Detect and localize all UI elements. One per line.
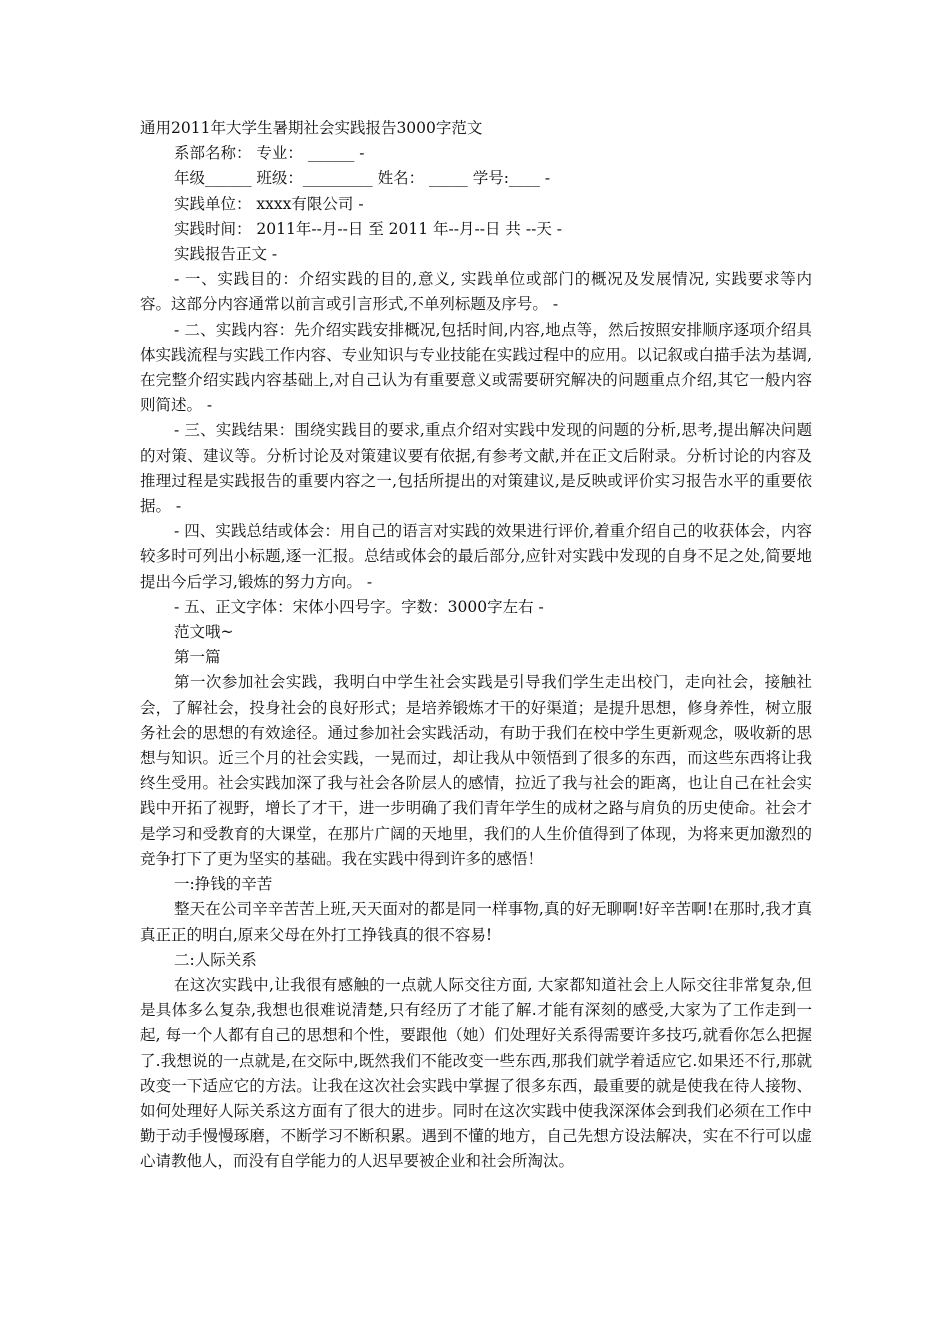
field-practice-unit: 实践单位： xxxx有限公司 -	[174, 194, 364, 213]
field-practice-time: 实践时间： 2011年--月--日 至 2011 年--月--日 共 --天 -	[174, 219, 562, 238]
sample-label: 范文哦~	[174, 623, 234, 642]
guide-item-purpose: - 一、实践目的：介绍实践的目的,意义, 实践单位或部门的概况及发展情况, 实践要求等内容。这部分内容通常以前言或引言形式,不单列标题及序号。 -	[140, 270, 812, 314]
guide-item-results: - 三、实践结果：围绕实践目的要求,重点介绍对实践中发现的问题的分析,思考,提出解决问题的对策、建议等。分析讨论及对策建议要有依据,有参考文献,并在正文后附录。分析讨论的内容及推理过程是实践报告的重要内容之一,包括所提出的对策建议,是反映或评价实习报告水平的重要依据。 -	[140, 421, 812, 516]
guide-item-font: - 五、正文字体：宋体小四号字。字数：3000字左右 -	[174, 597, 544, 616]
document-body	[140, 116, 812, 1175]
chapter-label: 第一篇	[174, 648, 221, 667]
section-heading-relations: 二:人际关系	[174, 950, 257, 969]
document-title: 通用2011年大学生暑期社会实践报告3000字范文	[140, 119, 483, 137]
guide-item-content: - 二、实践内容：先介绍实践安排概况,包括时间,内容,地点等，然后按照安排顺序逐项介绍具体实践流程与实践工作内容、专业知识与专业技能在实践过程中的应用。以记叙或白描手法为基调,在完整介绍实践内容基础上,对自己认为有重要意义或需要研究解决的问题重点介绍,其它一般内容则简述。 -	[140, 320, 812, 415]
intro-paragraph: 第一次参加社会实践，我明白中学生社会实践是引导我们学生走出校门，走向社会，接触社会，了解社会，投身社会的良好形式；是培养锻炼才干的好渠道；是提升思想，修身养性，树立服务社会的思想的有效途径。通过参加社会实践活动，有助于我们在校中学生更新观念，吸收新的思想与知识。近三个月的社会实践，一晃而过，却让我从中领悟到了很多的东西，而这些东西将让我终生受用。社会实践加深了我与社会各阶层人的感情，拉近了我与社会的距离，也让自己在社会实践中开拓了视野，增长了才干，进一步明确了我们青年学生的成材之路与肩负的历史使命。社会才是学习和受教育的大课堂，在那片广阔的天地里，我们的人生价值得到了体现，为将来更加激烈的竞争打下了更为坚实的基础。我在实践中得到许多的感悟！	[140, 673, 812, 868]
section-text-relations: 在这次实践中,让我很有感触的一点就人际交往方面, 大家都知道社会上人际交往非常复杂,但是具体多么复杂,我想也很难说清楚,只有经历了才能了解.才能有深刻的感受,大家为了工作走到一起, 每一个人都有自己的思想和个性，要跟他（她）们处理好关系得需要许多技巧,就看你怎么把握了.我想说的一点就是,在交际中,既然我们不能改变一些东西,那我们就学着适应它.如果还不行,那就改变一下适应它的方法。让我在这次社会实践中掌握了很多东西，最重要的就是使我在待人接物、如何处理好人际关系这方面有了很大的进步。同时在这次实践中使我深深体会到我们必须在工作中勤于动手慢慢琢磨，不断学习不断积累。遇到不懂的地方，自己先想方设法解决，实在不行可以虚心请教他人，而没有自学能力的人迟早要被企业和社会所淘汰。	[140, 975, 812, 1171]
field-class-info: 年级______ 班级：_________ 姓名： _____ 学号:____ -	[174, 169, 551, 188]
guide-item-summary: - 四、实践总结或体会：用自己的语言对实践的效果进行评价,着重介绍自己的收获体会，内容较多时可列出小标题,逐一汇报。总结或体会的最后部分,应针对实践中发现的自身不足之处,简要地提出今后学习,锻炼的努力方向。 -	[140, 522, 812, 591]
field-report-body-label: 实践报告正文 -	[174, 245, 278, 264]
section-heading-earning: 一:挣钱的辛苦	[174, 875, 273, 894]
field-department: 系部名称： 专业： ______ -	[174, 144, 365, 163]
section-text-earning: 整天在公司辛辛苦苦上班,天天面对的都是同一样事物,真的好无聊啊!好辛苦啊!在那时,我才真真正正的明白,原来父母在外打工挣钱真的很不容易!	[140, 900, 812, 944]
